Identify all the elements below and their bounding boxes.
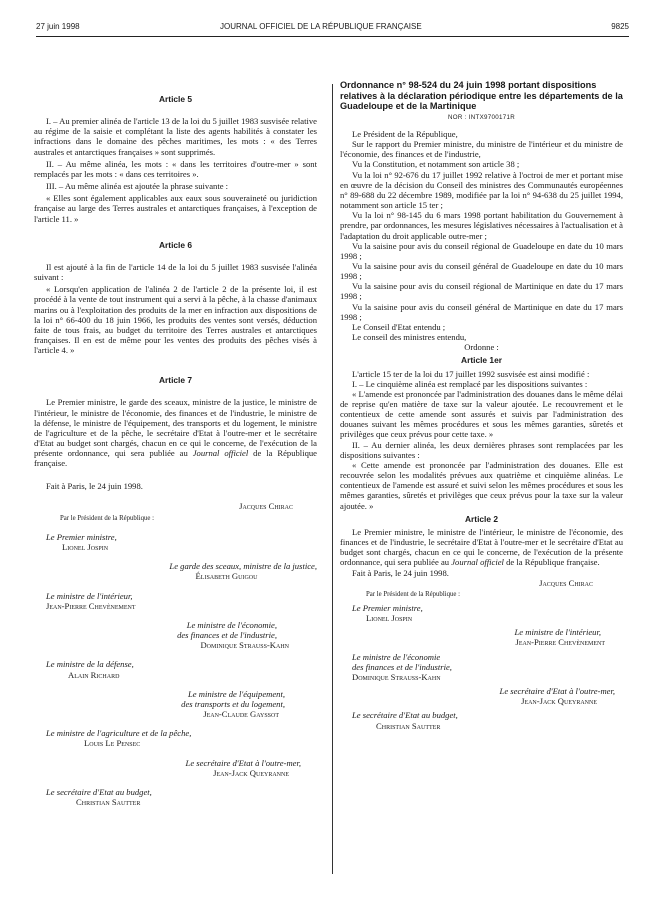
signatory-name: Dominique Strauss-Kahn	[200, 640, 289, 651]
signatory-name: Lionel Jospin	[62, 542, 109, 553]
paragraph: III. – Au même alinéa est ajoutée la phrase suivante :	[46, 181, 229, 192]
paragraph: I. – Le cinquième alinéa est remplacé par les dispositions suivantes :	[352, 378, 588, 389]
page-number: 9825	[611, 22, 629, 31]
signatory-role: Le secrétaire d'Etat à l'outre-mer,	[185, 757, 301, 768]
header-rule	[36, 36, 629, 37]
article-7-heading: Article 7	[158, 375, 193, 386]
ordinance-title: Ordonnance n° 98-524 du 24 juin 1998 portant dispositions relatives à la déclaration périodique entre les départements de la Guadeloupe et de la Martinique	[340, 80, 623, 112]
journal-title: JOURNAL OFFICIEL DE LA RÉPUBLIQUE FRANÇAISE	[220, 22, 422, 31]
paragraph: Sur le rapport du Premier ministre, du ministre de l'intérieur et du ministre de l'économie, des finances et de l'industrie,	[340, 139, 623, 160]
paragraph: Vu la saisine pour avis du conseil régional de Martinique en date du 17 mars 1998 ;	[340, 281, 623, 302]
paragraph: Il est ajouté à la fin de l'article 14 de la loi du 5 juillet 1983 susvisée l'alinéa suivant :	[34, 261, 317, 283]
signatory-role: Le secrétaire d'Etat à l'outre-mer,	[499, 686, 615, 697]
paragraph: Vu la saisine pour avis du conseil général de Martinique en date du 17 mars 1998 ;	[340, 301, 623, 322]
paragraph: « Lorsqu'en application de l'alinéa 2 de l'article 2 de la présente loi, il est procédé à la vente de tout instrument qui a servi à la pêche, à la chasse d'animaux marins ou à l'exploitation des produits de la mer en infraction aux dispositions de la loi n° 66-400 du 18 juin 1966, les produits des ventes sont versés, déduction faite de tous frais, au budget du territoire des Terres australes et antarctiques françaises. Il en est de même pour les ventes des produits des pêches visés à l'article 4. »	[34, 284, 317, 356]
text-run: de la République française.	[503, 557, 600, 568]
text-run: Le Premier ministre, le garde des sceaux, ministre de la justice, le ministre de l'intérieur, le ministre de l'économie, des finances et de l'industrie, le ministre de la défense, le ministre de l'équipement, des transports et du logement, le ministre de l'agriculture et de la pêche, le secrétaire d'Etat à l'outre-mer et le secrétaire d'Etat au budget sont chargés, chacun en ce qui le concerne, de l'exécution de la présente ordonnance, qui sera publiée au	[34, 397, 317, 459]
paragraph: II. – Au même alinéa, les mots : « dans les territoires d'outre-mer » sont remplacés par les mots : « dans ces territoires ».	[34, 158, 317, 179]
signatory-role: Le garde des sceaux, ministre de la justice,	[169, 561, 317, 572]
signatory-name: Louis Le Pensec	[84, 738, 141, 749]
article-2-heading: Article 2	[464, 513, 499, 524]
signatory-role: Le Premier ministre,	[46, 532, 117, 542]
signatory-role: des transports et du logement,	[181, 698, 285, 709]
paragraph: Le conseil des ministres entendu,	[352, 332, 467, 343]
paragraph: Le Président de la République,	[352, 128, 458, 139]
page-header	[36, 22, 629, 36]
paragraph: « Elles sont également applicables aux eaux sous souveraineté ou juridiction française au large des Terres australes et antarctiques françaises, à l'exception de l'article 11. »	[34, 193, 317, 224]
signatory-role: Le ministre de l'équipement,	[188, 688, 285, 699]
paragraph: « L'amende est prononcée par l'administration des douanes dans le même délai de reprise qu'en matière de taxe sur la valeur ajoutée. Le recouvrement et le contentieux de cette amende sont assurés et suivis par l'administration des douanes suivant les mêmes procédures et sous les mêmes garanties, sûretés et privilèges que ceux prévus pour cette taxe. »	[340, 388, 623, 440]
paragraph: Vu la loi n° 98-145 du 6 mars 1998 portant habilitation du Gouvernement à prendre, par ordonnances, les mesures législatives nécessaires à l'actualisation et à l'adaptation du droit applicable outre-mer ;	[340, 210, 623, 241]
signatory-name: Jean-Claude Gayssot	[203, 709, 279, 720]
signatory-role: des finances et de l'industrie,	[177, 630, 277, 641]
article-1-heading: Article 1er	[461, 355, 502, 366]
paragraph: Le Conseil d'Etat entendu ;	[352, 321, 446, 332]
signatory-role: Le ministre de l'agriculture et de la pêche,	[46, 728, 192, 739]
paragraph: Vu la saisine pour avis du conseil général de Guadeloupe en date du 10 mars 1998 ;	[340, 260, 623, 282]
right-column	[340, 80, 623, 731]
signatory-name: Lionel Jospin	[366, 613, 413, 624]
signatory-role: Le secrétaire d'Etat au budget,	[352, 710, 458, 721]
signatory-role: Le ministre de l'économie	[352, 651, 441, 662]
president-signature: Jacques Chirac	[539, 577, 593, 588]
president-signature: Jacques Chirac	[239, 500, 293, 511]
paragraph: L'article 15 ter de la loi du 17 juillet 1992 susvisée est ainsi modifié :	[352, 368, 590, 379]
column-divider	[332, 84, 333, 874]
journal-officiel-italic: Journal officiel	[192, 448, 249, 459]
left-column	[34, 80, 317, 807]
signatory-role: Le ministre de la défense,	[46, 659, 134, 670]
journal-officiel-italic: Journal officiel	[451, 557, 504, 568]
signatory-name: Christian Sautter	[76, 796, 141, 807]
ordonne-line: Ordonne :	[464, 342, 499, 353]
by-president-line: Par le Président de la République :	[366, 590, 461, 598]
text-run: Le Premier ministre, le ministre de l'intérieur, le ministre de l'économie, des finances et de l'industrie, le secrétaire d'Etat à l'outre-mer et le secrétaire d'Etat au budget sont chargés, chacun en ce qui le concerne, de l'exécution de la présente ordonnance, qui sera publiée au	[340, 526, 623, 568]
signing-date: Fait à Paris, le 24 juin 1998.	[46, 480, 143, 491]
signatory-role: Le Premier ministre,	[352, 602, 423, 613]
signatory-name: Élisabeth Guigou	[195, 571, 258, 582]
header-date: 27 juin 1998	[36, 22, 80, 31]
signatory-role: Le ministre de l'intérieur,	[514, 627, 601, 638]
by-president-line: Par le Président de la République :	[60, 514, 155, 522]
paragraph: Vu la Constitution, et notamment son article 38 ;	[352, 159, 520, 170]
article-6-heading: Article 6	[158, 239, 193, 250]
article-5-heading: Article 5	[158, 94, 193, 104]
paragraph: Vu la loi n° 92-676 du 17 juillet 1992 relative à l'octroi de mer et portant mise en œuvre de la décision du Conseil des ministres des Communautés européennes n° 89-688 du 22 décembre 1989, modifiée par la loi n° 94-638 du 25 juillet 1994, notamment son article 15 ter ;	[340, 169, 623, 211]
signatory-role: Le ministre de l'économie,	[186, 619, 277, 630]
paragraph: II. – Au dernier alinéa, les deux dernières phrases sont remplacées par les dispositions suivantes :	[340, 439, 623, 460]
signatory-role: Le ministre de l'intérieur,	[46, 590, 133, 601]
signing-date: Fait à Paris, le 24 juin 1998.	[352, 567, 449, 578]
nor-reference: NOR : INTX9700171R	[448, 113, 515, 121]
signatory-name: Dominique Strauss-Kahn	[352, 671, 441, 682]
paragraph	[34, 397, 317, 468]
signatory-name: Jean-Pierre Chevènement	[46, 600, 136, 611]
paragraph: « Cette amende est prononcée par l'administration des douanes. Elle est recouvrée selon les modalités prévues aux quatrième et cinquième alinéas. Le contentieux de l'amende est assuré et suivi selon les mêmes procédures et sous les mêmes garanties, sûretés et privilèges que ceux prévus pour la taxe sur la valeur ajoutée. »	[340, 459, 623, 511]
signatory-role: Le secrétaire d'Etat au budget,	[46, 786, 152, 797]
paragraph: Vu la saisine pour avis du conseil régional de Guadeloupe en date du 10 mars 1998 ;	[340, 240, 623, 261]
paragraph: I. – Au premier alinéa de l'article 13 de la loi du 5 juillet 1983 susvisée relative au régime de la saisie et complétant la liste des agents habilités à constater les infractions dans le domaine des pêches maritimes, les mots : « des Terres australes et antarctiques françaises » sont supprimés.	[34, 116, 317, 157]
signatory-name: Alain Richard	[68, 669, 120, 680]
signatory-name: Christian Sautter	[376, 720, 441, 731]
signatory-name: Jean-Jack Queyranne	[521, 696, 597, 707]
signatory-name: Jean-Pierre Chevènement	[515, 637, 605, 648]
signatory-role: des finances et de l'industrie,	[352, 661, 452, 672]
paragraph	[340, 527, 623, 568]
text-run: de la République française.	[34, 448, 317, 469]
signatory-name: Jean-Jack Queyranne	[213, 767, 289, 778]
